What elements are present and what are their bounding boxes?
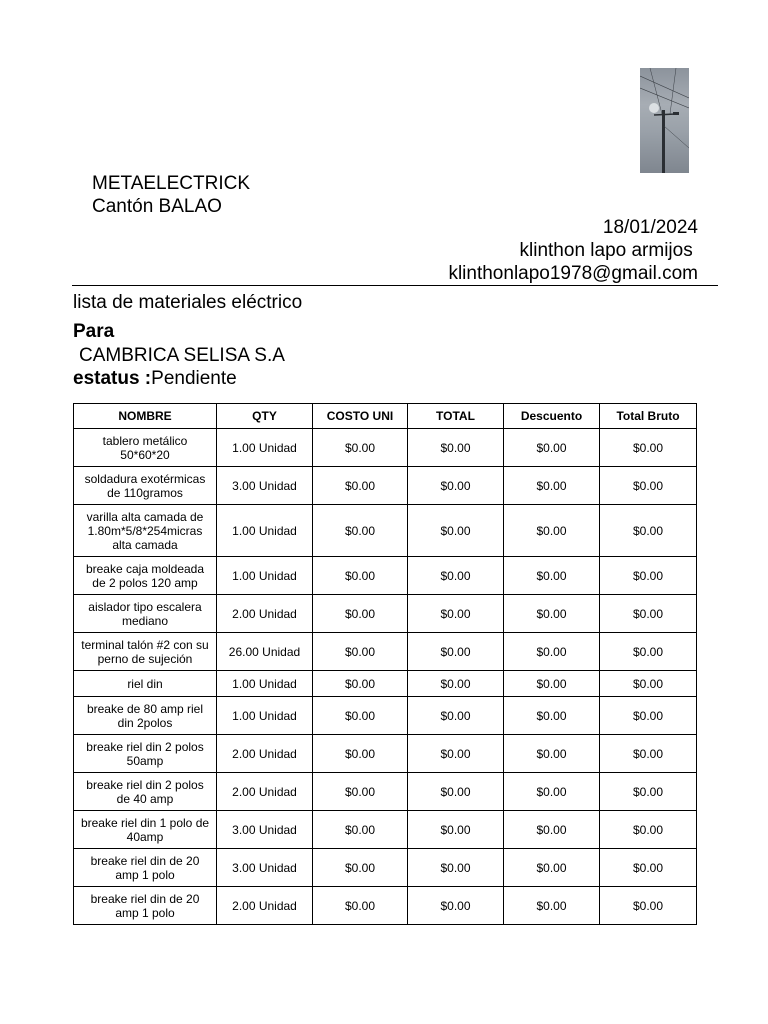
cell-name: soldadura exotérmicas de 110gramos xyxy=(74,467,217,505)
cell-discount: $0.00 xyxy=(504,735,600,773)
document-title: lista de materiales eléctrico xyxy=(73,292,303,313)
cell-gross-total: $0.00 xyxy=(600,429,697,467)
cell-unit-cost: $0.00 xyxy=(313,773,408,811)
cell-discount: $0.00 xyxy=(504,595,600,633)
cell-unit-cost: $0.00 xyxy=(313,595,408,633)
cell-total: $0.00 xyxy=(408,697,504,735)
cell-discount: $0.00 xyxy=(504,671,600,697)
document-date: 18/01/2024 xyxy=(602,217,698,238)
status-label: estatus : xyxy=(73,368,152,389)
table-row xyxy=(74,429,697,467)
cell-gross-total: $0.00 xyxy=(600,735,697,773)
table-row xyxy=(74,671,697,697)
company-header xyxy=(92,172,250,218)
cell-name: breake riel din 1 polo de 40amp xyxy=(74,811,217,849)
cell-name: breake riel din de 20 amp 1 polo xyxy=(74,849,217,887)
column-header-costo-uni: COSTO UNI xyxy=(313,404,408,429)
cell-total: $0.00 xyxy=(408,429,504,467)
contact-email: klinthonlapo1978@gmail.com xyxy=(448,263,698,284)
table-row xyxy=(74,467,697,505)
table-row xyxy=(74,849,697,887)
cell-total: $0.00 xyxy=(408,505,504,557)
cell-gross-total: $0.00 xyxy=(600,849,697,887)
cell-discount: $0.00 xyxy=(504,849,600,887)
cell-unit-cost: $0.00 xyxy=(313,697,408,735)
cell-unit-cost: $0.00 xyxy=(313,505,408,557)
cell-discount: $0.00 xyxy=(504,887,600,925)
column-header-total-bruto: Total Bruto xyxy=(600,404,697,429)
cell-qty: 2.00 Unidad xyxy=(217,735,313,773)
table-row xyxy=(74,557,697,595)
cell-unit-cost: $0.00 xyxy=(313,887,408,925)
cell-name: breake riel din 2 polos 50amp xyxy=(74,735,217,773)
company-location: Cantón BALAO xyxy=(92,196,222,217)
cell-total: $0.00 xyxy=(408,633,504,671)
table-row xyxy=(74,505,697,557)
cell-total: $0.00 xyxy=(408,773,504,811)
table-header-row xyxy=(74,404,697,429)
cell-name: aislador tipo escalera mediano xyxy=(74,595,217,633)
cell-total: $0.00 xyxy=(408,887,504,925)
cell-discount: $0.00 xyxy=(504,697,600,735)
cell-gross-total: $0.00 xyxy=(600,505,697,557)
contact-person: klinthon lapo armijos xyxy=(519,240,693,261)
cell-discount: $0.00 xyxy=(504,429,600,467)
status-value: Pendiente xyxy=(151,368,237,389)
materials-table xyxy=(73,403,697,925)
contact-block xyxy=(448,216,698,285)
header-divider xyxy=(72,285,718,286)
column-header-descuento: Descuento xyxy=(504,404,600,429)
cell-name: tablero metálico 50*60*20 xyxy=(74,429,217,467)
cell-qty: 3.00 Unidad xyxy=(217,811,313,849)
cell-unit-cost: $0.00 xyxy=(313,467,408,505)
cell-total: $0.00 xyxy=(408,671,504,697)
cell-total: $0.00 xyxy=(408,467,504,505)
cell-qty: 3.00 Unidad xyxy=(217,849,313,887)
recipient-label: Para xyxy=(73,321,115,342)
cell-unit-cost: $0.00 xyxy=(313,429,408,467)
status-line xyxy=(73,367,237,390)
company-name: METAELECTRICK xyxy=(92,173,251,194)
table-row xyxy=(74,887,697,925)
cell-total: $0.00 xyxy=(408,811,504,849)
table-row xyxy=(74,595,697,633)
client-name: CAMBRICA SELISA S.A xyxy=(79,345,285,366)
cell-qty: 1.00 Unidad xyxy=(217,429,313,467)
cell-gross-total: $0.00 xyxy=(600,671,697,697)
cell-gross-total: $0.00 xyxy=(600,557,697,595)
cell-qty: 1.00 Unidad xyxy=(217,671,313,697)
cell-gross-total: $0.00 xyxy=(600,887,697,925)
column-header-nombre: NOMBRE xyxy=(74,404,217,429)
cell-qty: 1.00 Unidad xyxy=(217,697,313,735)
cell-total: $0.00 xyxy=(408,849,504,887)
cell-unit-cost: $0.00 xyxy=(313,849,408,887)
column-header-qty: QTY xyxy=(217,404,313,429)
cell-gross-total: $0.00 xyxy=(600,773,697,811)
cell-name: breake riel din 2 polos de 40 amp xyxy=(74,773,217,811)
cell-gross-total: $0.00 xyxy=(600,633,697,671)
cell-qty: 2.00 Unidad xyxy=(217,595,313,633)
table-row xyxy=(74,811,697,849)
cell-unit-cost: $0.00 xyxy=(313,735,408,773)
cell-gross-total: $0.00 xyxy=(600,595,697,633)
cell-discount: $0.00 xyxy=(504,557,600,595)
cell-discount: $0.00 xyxy=(504,505,600,557)
table-row xyxy=(74,697,697,735)
cell-total: $0.00 xyxy=(408,595,504,633)
cell-qty: 1.00 Unidad xyxy=(217,557,313,595)
cell-name: breake riel din de 20 amp 1 polo xyxy=(74,887,217,925)
cell-discount: $0.00 xyxy=(504,633,600,671)
cell-name: terminal talón #2 con su perno de sujeción xyxy=(74,633,217,671)
cell-qty: 26.00 Unidad xyxy=(217,633,313,671)
cell-qty: 1.00 Unidad xyxy=(217,505,313,557)
cell-unit-cost: $0.00 xyxy=(313,811,408,849)
cell-qty: 2.00 Unidad xyxy=(217,887,313,925)
cell-total: $0.00 xyxy=(408,557,504,595)
cell-unit-cost: $0.00 xyxy=(313,633,408,671)
cell-discount: $0.00 xyxy=(504,811,600,849)
column-header-total: TOTAL xyxy=(408,404,504,429)
utility-pole-photo xyxy=(640,68,689,173)
cell-qty: 3.00 Unidad xyxy=(217,467,313,505)
cell-name: varilla alta camada de 1.80m*5/8*254micras alta camada xyxy=(74,505,217,557)
cell-discount: $0.00 xyxy=(504,773,600,811)
cell-discount: $0.00 xyxy=(504,467,600,505)
cell-total: $0.00 xyxy=(408,735,504,773)
cell-gross-total: $0.00 xyxy=(600,697,697,735)
cell-name: riel din xyxy=(74,671,217,697)
table-row xyxy=(74,633,697,671)
cell-name: breake de 80 amp riel din 2polos xyxy=(74,697,217,735)
cell-gross-total: $0.00 xyxy=(600,467,697,505)
cell-gross-total: $0.00 xyxy=(600,811,697,849)
table-row xyxy=(74,773,697,811)
cell-name: breake caja moldeada de 2 polos 120 amp xyxy=(74,557,217,595)
cell-qty: 2.00 Unidad xyxy=(217,773,313,811)
cell-unit-cost: $0.00 xyxy=(313,671,408,697)
cell-unit-cost: $0.00 xyxy=(313,557,408,595)
table-row xyxy=(74,735,697,773)
